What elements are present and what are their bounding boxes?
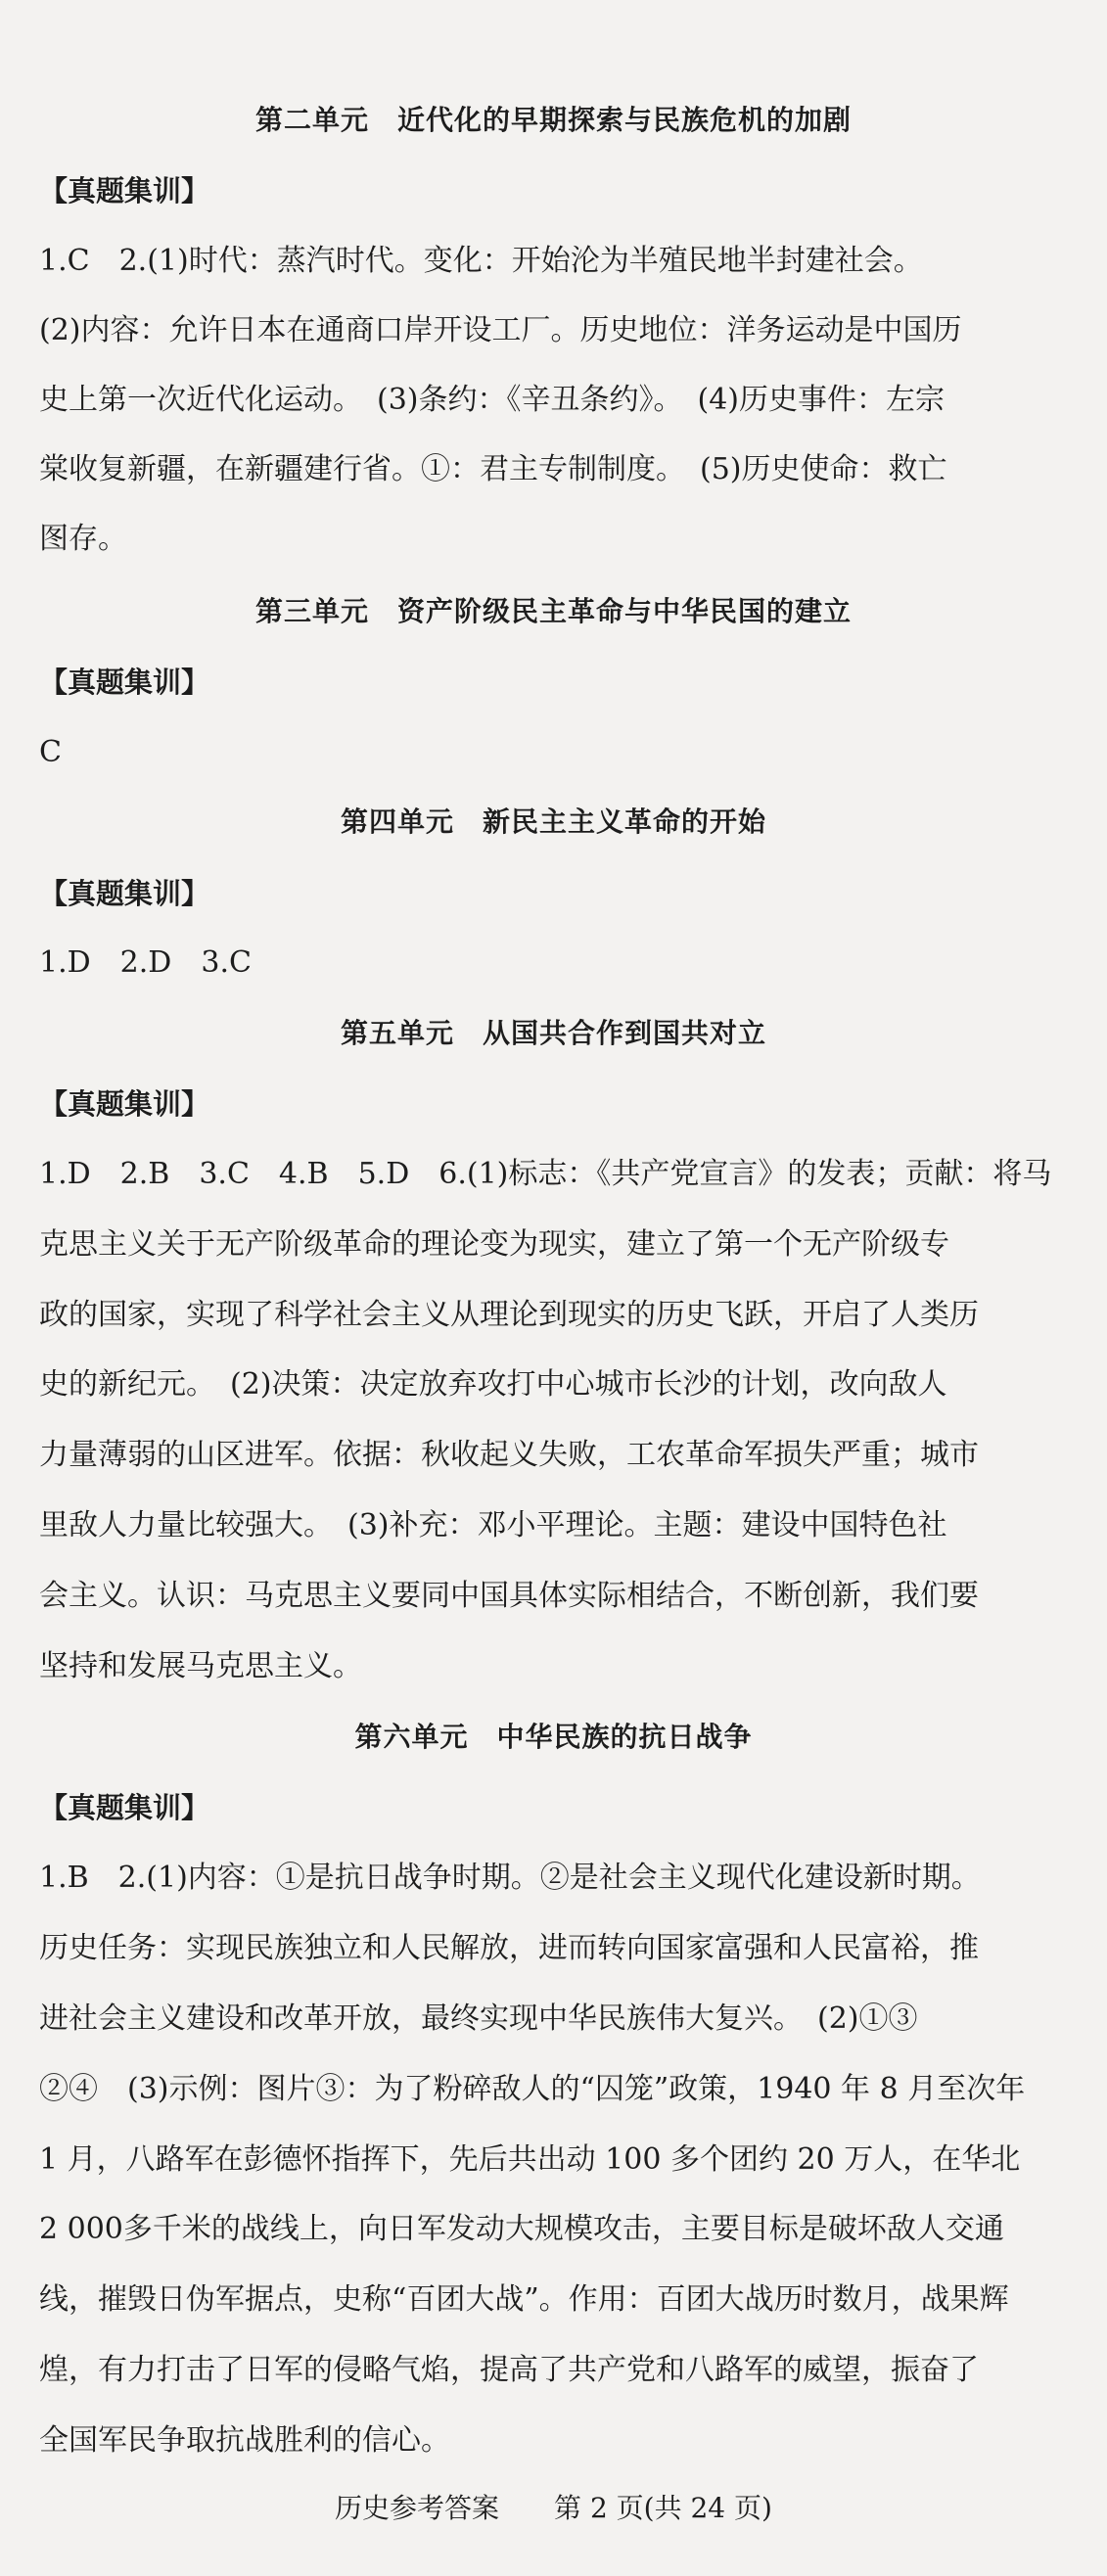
page-footer: 历史参考答案 第 2 页(共 24 页) bbox=[335, 2492, 772, 2524]
unit-5-line-2: 克思主义关于无产阶级革命的理论变为现实，建立了第一个无产阶级专 bbox=[39, 1227, 949, 1262]
unit-2-line-2: (2)内容：允许日本在通商口岸开设工厂。历史地位：洋务运动是中国历 bbox=[39, 313, 962, 347]
unit-6-line-7: 线，摧毁日伪军据点，史称“百团大战”。作用：百团大战历时数月，战果辉 bbox=[39, 2282, 1009, 2317]
unit-6-line-6: 2 000多千米的战线上，向日军发动大规模攻击，主要目标是破坏敌人交通 bbox=[39, 2212, 1004, 2246]
unit-5-title: 第五单元 从国共合作到国共对立 bbox=[340, 1017, 766, 1049]
unit-2-line-4: 棠收复新疆，在新疆建行省。①：君主专制制度。 (5)历史使命：救亡 bbox=[39, 452, 947, 486]
unit-6-line-5: 1 月，八路军在彭德怀指挥下，先后共出动 100 多个团约 20 万人，在华北 bbox=[39, 2142, 1021, 2177]
unit-4-title: 第四单元 新民主主义革命的开始 bbox=[340, 805, 766, 838]
unit-4-section-label: 【真题集训】 bbox=[39, 877, 210, 910]
unit-5-line-8: 坚持和发展马克思主义。 bbox=[39, 1649, 362, 1683]
unit-6-line-1: 1.B 2.(1)内容：①是抗日战争时期。②是社会主义现代化建设新时期。 bbox=[39, 1861, 981, 1895]
unit-2-line-3: 史上第一次近代化运动。 (3)条约：《辛丑条约》。 (4)历史事件：左宗 bbox=[39, 383, 945, 417]
unit-5-line-7: 会主义。认识：马克思主义要同中国具体实际相结合，不断创新，我们要 bbox=[39, 1579, 979, 1613]
unit-5-line-6: 里敌人力量比较强大。 (3)补充：邓小平理论。主题：建设中国特色社 bbox=[39, 1508, 947, 1542]
unit-6-line-9: 全国军民争取抗战胜利的信心。 bbox=[39, 2423, 450, 2458]
unit-3-title: 第三单元 资产阶级民主革命与中华民国的建立 bbox=[254, 595, 852, 627]
unit-4-line-1: 1.D 2.D 3.C bbox=[39, 945, 252, 980]
unit-2-section-label: 【真题集训】 bbox=[39, 174, 210, 207]
unit-5-line-3: 政的国家，实现了科学社会主义从理论到现实的历史飞跃，开启了人类历 bbox=[39, 1298, 979, 1332]
unit-6-line-2: 历史任务：实现民族独立和人民解放，进而转向国家富强和人民富裕，推 bbox=[39, 1931, 979, 1965]
unit-5-line-1: 1.D 2.B 3.C 4.B 5.D 6.(1)标志：《共产党宣言》的发表；贡献：将马 bbox=[39, 1157, 1052, 1191]
unit-6-section-label: 【真题集训】 bbox=[39, 1791, 210, 1824]
unit-6-title: 第六单元 中华民族的抗日战争 bbox=[354, 1721, 753, 1753]
unit-6-line-4: ②④ (3)示例：图片③：为了粉碎敌人的“囚笼”政策，1940 年 8 月至次年 bbox=[39, 2072, 1026, 2106]
unit-6-line-3: 进社会主义建设和改革开放，最终实现中华民族伟大复兴。 (2)①③ bbox=[39, 2001, 918, 2036]
unit-5-line-5: 力量薄弱的山区进军。依据：秋收起义失败，工农革命军损失严重；城市 bbox=[39, 1438, 979, 1472]
unit-6-line-8: 煌，有力打击了日军的侵略气焰，提高了共产党和八路军的威望，振奋了 bbox=[39, 2353, 979, 2387]
unit-5-section-label: 【真题集训】 bbox=[39, 1087, 210, 1121]
unit-3-line-1: C bbox=[39, 735, 62, 769]
unit-5-line-4: 史的新纪元。 (2)决策：决定放弃攻打中心城市长沙的计划，改向敌人 bbox=[39, 1367, 947, 1402]
unit-2-title: 第二单元 近代化的早期探索与民族危机的加剧 bbox=[254, 104, 852, 136]
unit-2-line-5: 图存。 bbox=[39, 522, 127, 556]
unit-3-section-label: 【真题集训】 bbox=[39, 666, 210, 699]
unit-2-line-1: 1.C 2.(1)时代：蒸汽时代。变化：开始沦为半殖民地半封建社会。 bbox=[39, 244, 923, 278]
